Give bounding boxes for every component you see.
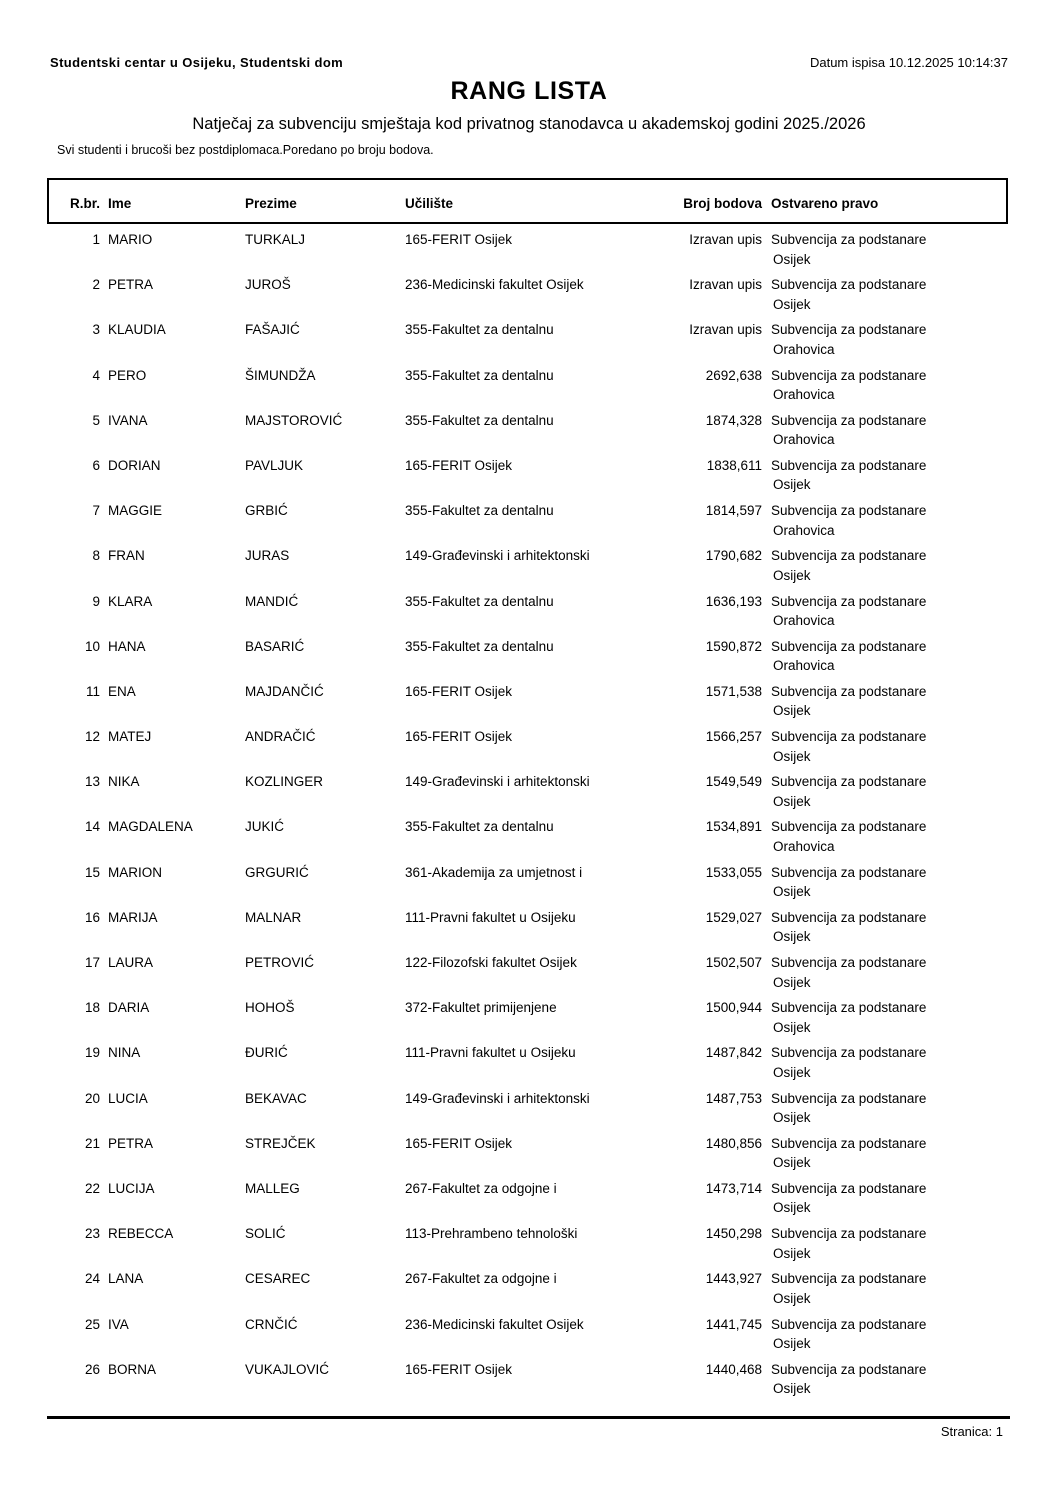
institution-cell: 165-FERIT Osijek: [405, 729, 513, 745]
right-line1: Subvencija za podstanare: [771, 638, 927, 654]
right-line2: Orahovica: [773, 522, 835, 538]
first-name-cell: MAGGIE: [108, 503, 163, 519]
right-line1: Subvencija za podstanare: [771, 277, 927, 293]
points-cell: Izravan upis: [689, 277, 762, 293]
rank-cell: 22: [84, 1180, 100, 1196]
first-name-cell: NIKA: [108, 774, 140, 790]
institution-cell: 236-Medicinski fakultet Osijek: [405, 1316, 584, 1332]
points-cell: Izravan upis: [689, 232, 762, 247]
points-cell: 1440,468: [705, 1361, 762, 1377]
column-header-uciliste: Učilište: [405, 196, 454, 211]
points-cell: 1487,842: [705, 1045, 762, 1061]
right-line2: Orahovica: [773, 387, 835, 403]
first-name-cell: NINA: [108, 1045, 141, 1061]
rank-cell: 15: [84, 864, 100, 880]
right-line2: Osijek: [773, 251, 811, 267]
last-name-cell: MAJDANČIĆ: [245, 683, 324, 699]
table-row: [47, 366, 1008, 411]
last-name-cell: ANDRAČIĆ: [245, 729, 316, 745]
points-cell: 1441,745: [705, 1316, 762, 1332]
points-cell: 1533,055: [705, 864, 762, 880]
right-line1: Subvencija za podstanare: [771, 322, 927, 338]
institution-cell: 165-FERIT Osijek: [405, 232, 513, 247]
right-line2: Orahovica: [773, 341, 835, 357]
table-row: [47, 592, 1008, 637]
right-line1: Subvencija za podstanare: [771, 683, 927, 699]
right-line2: Osijek: [773, 1245, 811, 1261]
column-header-rbr: R.br.: [69, 196, 100, 211]
right-cell: [762, 863, 1008, 902]
last-name-cell: GRBIĆ: [245, 503, 288, 519]
rank-cell: 8: [92, 548, 100, 564]
right-line2: Osijek: [773, 1290, 811, 1306]
right-cell: [762, 320, 1008, 359]
right-line1: Subvencija za podstanare: [771, 1271, 927, 1287]
last-name-cell: MALNAR: [245, 909, 302, 925]
last-name-cell: CESAREC: [245, 1271, 311, 1287]
first-name-cell: HANA: [108, 638, 146, 654]
institution-cell: 355-Fakultet za dentalnu: [405, 819, 554, 835]
right-cell: [762, 908, 1008, 947]
institution-cell: 267-Fakultet za odgojne i: [405, 1271, 557, 1287]
rank-cell: 10: [84, 638, 100, 654]
right-cell: [762, 637, 1008, 676]
document-header: [50, 55, 1008, 70]
institution-cell: 165-FERIT Osijek: [405, 1135, 513, 1151]
note-line: Svi studenti i brucoši bez postdiplomaca.Poredano po broju bodova.: [57, 143, 434, 157]
first-name-cell: LUCIJA: [108, 1180, 155, 1196]
table-row: [47, 1315, 1008, 1360]
right-line2: Orahovica: [773, 658, 835, 674]
right-line1: Subvencija za podstanare: [771, 1135, 927, 1151]
right-cell: [762, 275, 1008, 314]
rank-cell: 3: [92, 322, 100, 338]
institution-cell: 149-Građevinski i arhitektonski: [405, 1090, 590, 1106]
org-title: Studentski centar u Osijeku, Studentski dom: [50, 55, 344, 70]
first-name-cell: DARIA: [108, 1000, 150, 1016]
table-row: [47, 275, 1008, 320]
last-name-cell: BEKAVAC: [245, 1090, 307, 1106]
table-row: [47, 772, 1008, 817]
right-cell: [762, 592, 1008, 631]
first-name-cell: ENA: [108, 683, 136, 699]
table-row: [47, 998, 1008, 1043]
right-line2: Osijek: [773, 296, 811, 312]
first-name-cell: PETRA: [108, 277, 154, 293]
points-cell: 1838,611: [706, 457, 762, 473]
right-line2: Osijek: [773, 793, 811, 809]
rank-cell: 18: [84, 1000, 100, 1016]
right-line1: Subvencija za podstanare: [771, 729, 927, 745]
right-line1: Subvencija za podstanare: [771, 503, 927, 519]
rank-cell: 16: [84, 909, 100, 925]
table-row: [47, 817, 1008, 862]
page-number: Stranica: 1: [940, 1424, 1003, 1439]
rank-cell: 19: [84, 1045, 100, 1061]
last-name-cell: GRGURIĆ: [245, 864, 309, 880]
right-line1: Subvencija za podstanare: [771, 1226, 927, 1242]
institution-cell: 355-Fakultet za dentalnu: [405, 412, 554, 428]
last-name-cell: HOHOŠ: [245, 1000, 295, 1016]
institution-cell: 355-Fakultet za dentalnu: [405, 503, 554, 519]
points-cell: 1443,927: [705, 1271, 762, 1287]
table-row: [47, 1360, 1008, 1405]
right-cell: [762, 1134, 1008, 1173]
rank-cell: 12: [84, 729, 100, 745]
right-line2: Osijek: [773, 1200, 811, 1216]
rank-cell: 13: [84, 774, 100, 790]
rank-cell: 21: [84, 1135, 100, 1151]
right-line2: Orahovica: [773, 432, 835, 448]
first-name-cell: IVA: [108, 1316, 129, 1332]
right-line2: Osijek: [773, 567, 811, 583]
points-cell: 2692,638: [705, 367, 762, 383]
first-name-cell: LAURA: [108, 955, 154, 970]
first-name-cell: LUCIA: [108, 1090, 148, 1106]
right-line1: Subvencija za podstanare: [771, 1316, 927, 1332]
rank-cell: 14: [84, 819, 100, 835]
last-name-cell: TURKALJ: [245, 232, 306, 247]
right-line2: Osijek: [773, 974, 811, 990]
last-name-cell: PETROVIĆ: [245, 955, 315, 970]
first-name-cell: BORNA: [108, 1361, 157, 1377]
institution-cell: 149-Građevinski i arhitektonski: [405, 548, 590, 564]
rank-cell: 1: [92, 232, 100, 247]
right-cell: [762, 1269, 1008, 1308]
right-line1: Subvencija za podstanare: [771, 1045, 927, 1061]
points-cell: 1636,193: [705, 593, 762, 609]
table-row: [47, 863, 1008, 908]
table-row: [47, 1224, 1008, 1269]
institution-cell: 236-Medicinski fakultet Osijek: [405, 277, 584, 293]
last-name-cell: KOZLINGER: [245, 774, 324, 790]
table-row: [47, 682, 1008, 727]
first-name-cell: FRAN: [108, 548, 145, 564]
right-line1: Subvencija za podstanare: [771, 548, 927, 564]
subtitle: Natječaj za subvenciju smještaja kod privatnog stanodavca u akademskoj godini 2025./2026: [192, 115, 866, 133]
last-name-cell: MALLEG: [245, 1180, 300, 1196]
table-row: [47, 501, 1008, 546]
table-row: [47, 1043, 1008, 1088]
first-name-cell: KLARA: [108, 593, 153, 609]
rank-cell: 6: [92, 457, 100, 473]
table-header-row: [49, 180, 1006, 211]
institution-cell: 111-Pravni fakultet u Osijeku: [405, 1045, 576, 1061]
right-line1: Subvencija za podstanare: [771, 1000, 927, 1016]
right-cell: [762, 682, 1008, 721]
right-line1: Subvencija za podstanare: [771, 774, 927, 790]
first-name-cell: MARIO: [108, 232, 153, 247]
table-row: [47, 1134, 1008, 1179]
rank-cell: 5: [92, 412, 100, 428]
points-cell: 1534,891: [705, 819, 762, 835]
points-cell: 1500,944: [705, 1000, 762, 1016]
right-cell: [762, 772, 1008, 811]
right-line2: Osijek: [773, 1110, 811, 1126]
first-name-cell: KLAUDIA: [108, 322, 166, 338]
rank-cell: 24: [84, 1271, 100, 1287]
last-name-cell: MANDIĆ: [245, 593, 299, 609]
right-line2: Osijek: [773, 1155, 811, 1171]
right-line2: Orahovica: [773, 838, 835, 854]
first-name-cell: MATEJ: [108, 729, 152, 745]
page-title: RANG LISTA: [450, 77, 608, 105]
table-row: [47, 1089, 1008, 1134]
right-line2: Osijek: [773, 1381, 811, 1397]
right-cell: [762, 411, 1008, 450]
institution-cell: 122-Filozofski fakultet Osijek: [405, 955, 577, 970]
column-header-prezime: Prezime: [245, 196, 297, 211]
institution-cell: 165-FERIT Osijek: [405, 457, 513, 473]
right-cell: [762, 727, 1008, 766]
institution-cell: 372-Fakultet primijenjene: [405, 1000, 557, 1016]
points-cell: 1874,328: [705, 412, 762, 428]
institution-cell: 165-FERIT Osijek: [405, 1361, 513, 1377]
points-cell: 1814,597: [705, 503, 762, 519]
first-name-cell: DORIAN: [108, 457, 161, 473]
institution-cell: 355-Fakultet za dentalnu: [405, 322, 554, 338]
table-header-box: [47, 178, 1008, 224]
last-name-cell: JURAS: [245, 548, 290, 564]
points-cell: 1473,714: [705, 1180, 762, 1196]
table-body: [47, 230, 1008, 1405]
right-line2: Osijek: [773, 748, 811, 764]
right-line2: Osijek: [773, 884, 811, 900]
points-cell: Izravan upis: [689, 322, 762, 338]
right-cell: [762, 953, 1008, 992]
right-cell: [762, 817, 1008, 856]
points-cell: 1549,549: [705, 774, 762, 790]
right-line2: Osijek: [773, 1064, 811, 1080]
table-row: [47, 546, 1008, 591]
table-row: [47, 908, 1008, 953]
right-line1: Subvencija za podstanare: [771, 909, 927, 925]
right-cell: [762, 998, 1008, 1037]
institution-cell: 111-Pravni fakultet u Osijeku: [405, 909, 576, 925]
table-row: [47, 411, 1008, 456]
last-name-cell: CRNČIĆ: [245, 1316, 298, 1332]
last-name-cell: FAŠAJIĆ: [245, 322, 300, 338]
right-cell: [762, 501, 1008, 540]
right-line1: Subvencija za podstanare: [771, 864, 927, 880]
right-cell: [762, 1089, 1008, 1128]
table-row: [47, 456, 1008, 501]
right-cell: [762, 366, 1008, 405]
points-cell: 1450,298: [705, 1226, 762, 1242]
column-header-ime: Ime: [108, 196, 132, 211]
points-cell: 1480,856: [705, 1135, 762, 1151]
right-line2: Orahovica: [773, 613, 835, 628]
right-line2: Osijek: [773, 1336, 811, 1351]
last-name-cell: MAJSTOROVIĆ: [245, 412, 343, 428]
footer-divider: [47, 1416, 1010, 1419]
institution-cell: 361-Akademija za umjetnost i: [405, 864, 583, 880]
right-line1: Subvencija za podstanare: [771, 1180, 927, 1196]
right-line1: Subvencija za podstanare: [771, 593, 927, 609]
right-cell: [762, 1043, 1008, 1082]
right-line1: Subvencija za podstanare: [771, 1361, 927, 1377]
points-cell: 1502,507: [705, 955, 762, 970]
rank-cell: 2: [92, 277, 100, 293]
institution-cell: 355-Fakultet za dentalnu: [405, 638, 554, 654]
table-row: [47, 727, 1008, 772]
table-row: [47, 953, 1008, 998]
right-line1: Subvencija za podstanare: [771, 457, 927, 473]
points-cell: 1571,538: [705, 683, 762, 699]
first-name-cell: PETRA: [108, 1135, 154, 1151]
points-cell: 1529,027: [705, 909, 762, 925]
last-name-cell: JUKIĆ: [245, 819, 285, 835]
institution-cell: 267-Fakultet za odgojne i: [405, 1180, 557, 1196]
rank-cell: 17: [84, 955, 100, 970]
table-row: [47, 1269, 1008, 1314]
right-line2: Osijek: [773, 1019, 811, 1035]
last-name-cell: PAVLJUK: [245, 457, 304, 473]
first-name-cell: MAGDALENA: [108, 819, 193, 835]
rank-cell: 4: [92, 367, 100, 383]
right-cell: [762, 456, 1008, 495]
right-cell: [762, 230, 1008, 269]
last-name-cell: ĐURIĆ: [245, 1045, 288, 1061]
right-line1: Subvencija za podstanare: [771, 412, 927, 428]
last-name-cell: BASARIĆ: [245, 638, 305, 654]
last-name-cell: JUROŠ: [245, 277, 291, 293]
rank-cell: 25: [84, 1316, 100, 1332]
table-row: [47, 320, 1008, 365]
institution-cell: 113-Prehrambeno tehnološki: [405, 1226, 578, 1242]
last-name-cell: ŠIMUNDŽA: [245, 367, 316, 383]
rank-cell: 23: [84, 1226, 100, 1242]
right-line2: Osijek: [773, 929, 811, 945]
right-line1: Subvencija za podstanare: [771, 819, 927, 835]
right-line2: Osijek: [773, 703, 811, 719]
points-cell: 1487,753: [705, 1090, 762, 1106]
column-header-pravo: Ostvareno pravo: [771, 196, 879, 211]
institution-cell: 165-FERIT Osijek: [405, 683, 513, 699]
right-cell: [762, 1360, 1008, 1399]
last-name-cell: SOLIĆ: [245, 1226, 286, 1242]
first-name-cell: MARION: [108, 864, 162, 880]
table-row: [47, 637, 1008, 682]
last-name-cell: STREJČEK: [245, 1135, 316, 1151]
table-row: [47, 1179, 1008, 1224]
right-line2: Osijek: [773, 477, 811, 493]
first-name-cell: IVANA: [108, 412, 148, 428]
rank-cell: 26: [84, 1361, 100, 1377]
print-date: Datum ispisa 10.12.2025 10:14:37: [809, 55, 1008, 70]
institution-cell: 355-Fakultet za dentalnu: [405, 593, 554, 609]
first-name-cell: REBECCA: [108, 1226, 174, 1242]
institution-cell: 149-Građevinski i arhitektonski: [405, 774, 590, 790]
right-line1: Subvencija za podstanare: [771, 367, 927, 383]
institution-cell: 355-Fakultet za dentalnu: [405, 367, 554, 383]
table-row: [47, 230, 1008, 275]
right-line1: Subvencija za podstanare: [771, 955, 927, 970]
right-cell: [762, 1224, 1008, 1263]
first-name-cell: LANA: [108, 1271, 144, 1287]
points-cell: 1590,872: [705, 638, 762, 654]
last-name-cell: VUKAJLOVIĆ: [245, 1361, 330, 1377]
first-name-cell: PERO: [108, 367, 147, 383]
right-cell: [762, 1179, 1008, 1218]
rank-cell: 20: [84, 1090, 100, 1106]
right-line1: Subvencija za podstanare: [771, 1090, 927, 1106]
rank-cell: 9: [92, 593, 100, 609]
right-cell: [762, 1315, 1008, 1354]
points-cell: 1566,257: [705, 729, 762, 745]
rank-cell: 11: [85, 683, 100, 699]
right-line1: Subvencija za podstanare: [771, 232, 927, 247]
points-cell: 1790,682: [705, 548, 762, 564]
first-name-cell: MARIJA: [108, 909, 158, 925]
right-cell: [762, 546, 1008, 585]
rank-cell: 7: [92, 503, 100, 519]
column-header-bodovi: Broj bodova: [683, 196, 762, 211]
